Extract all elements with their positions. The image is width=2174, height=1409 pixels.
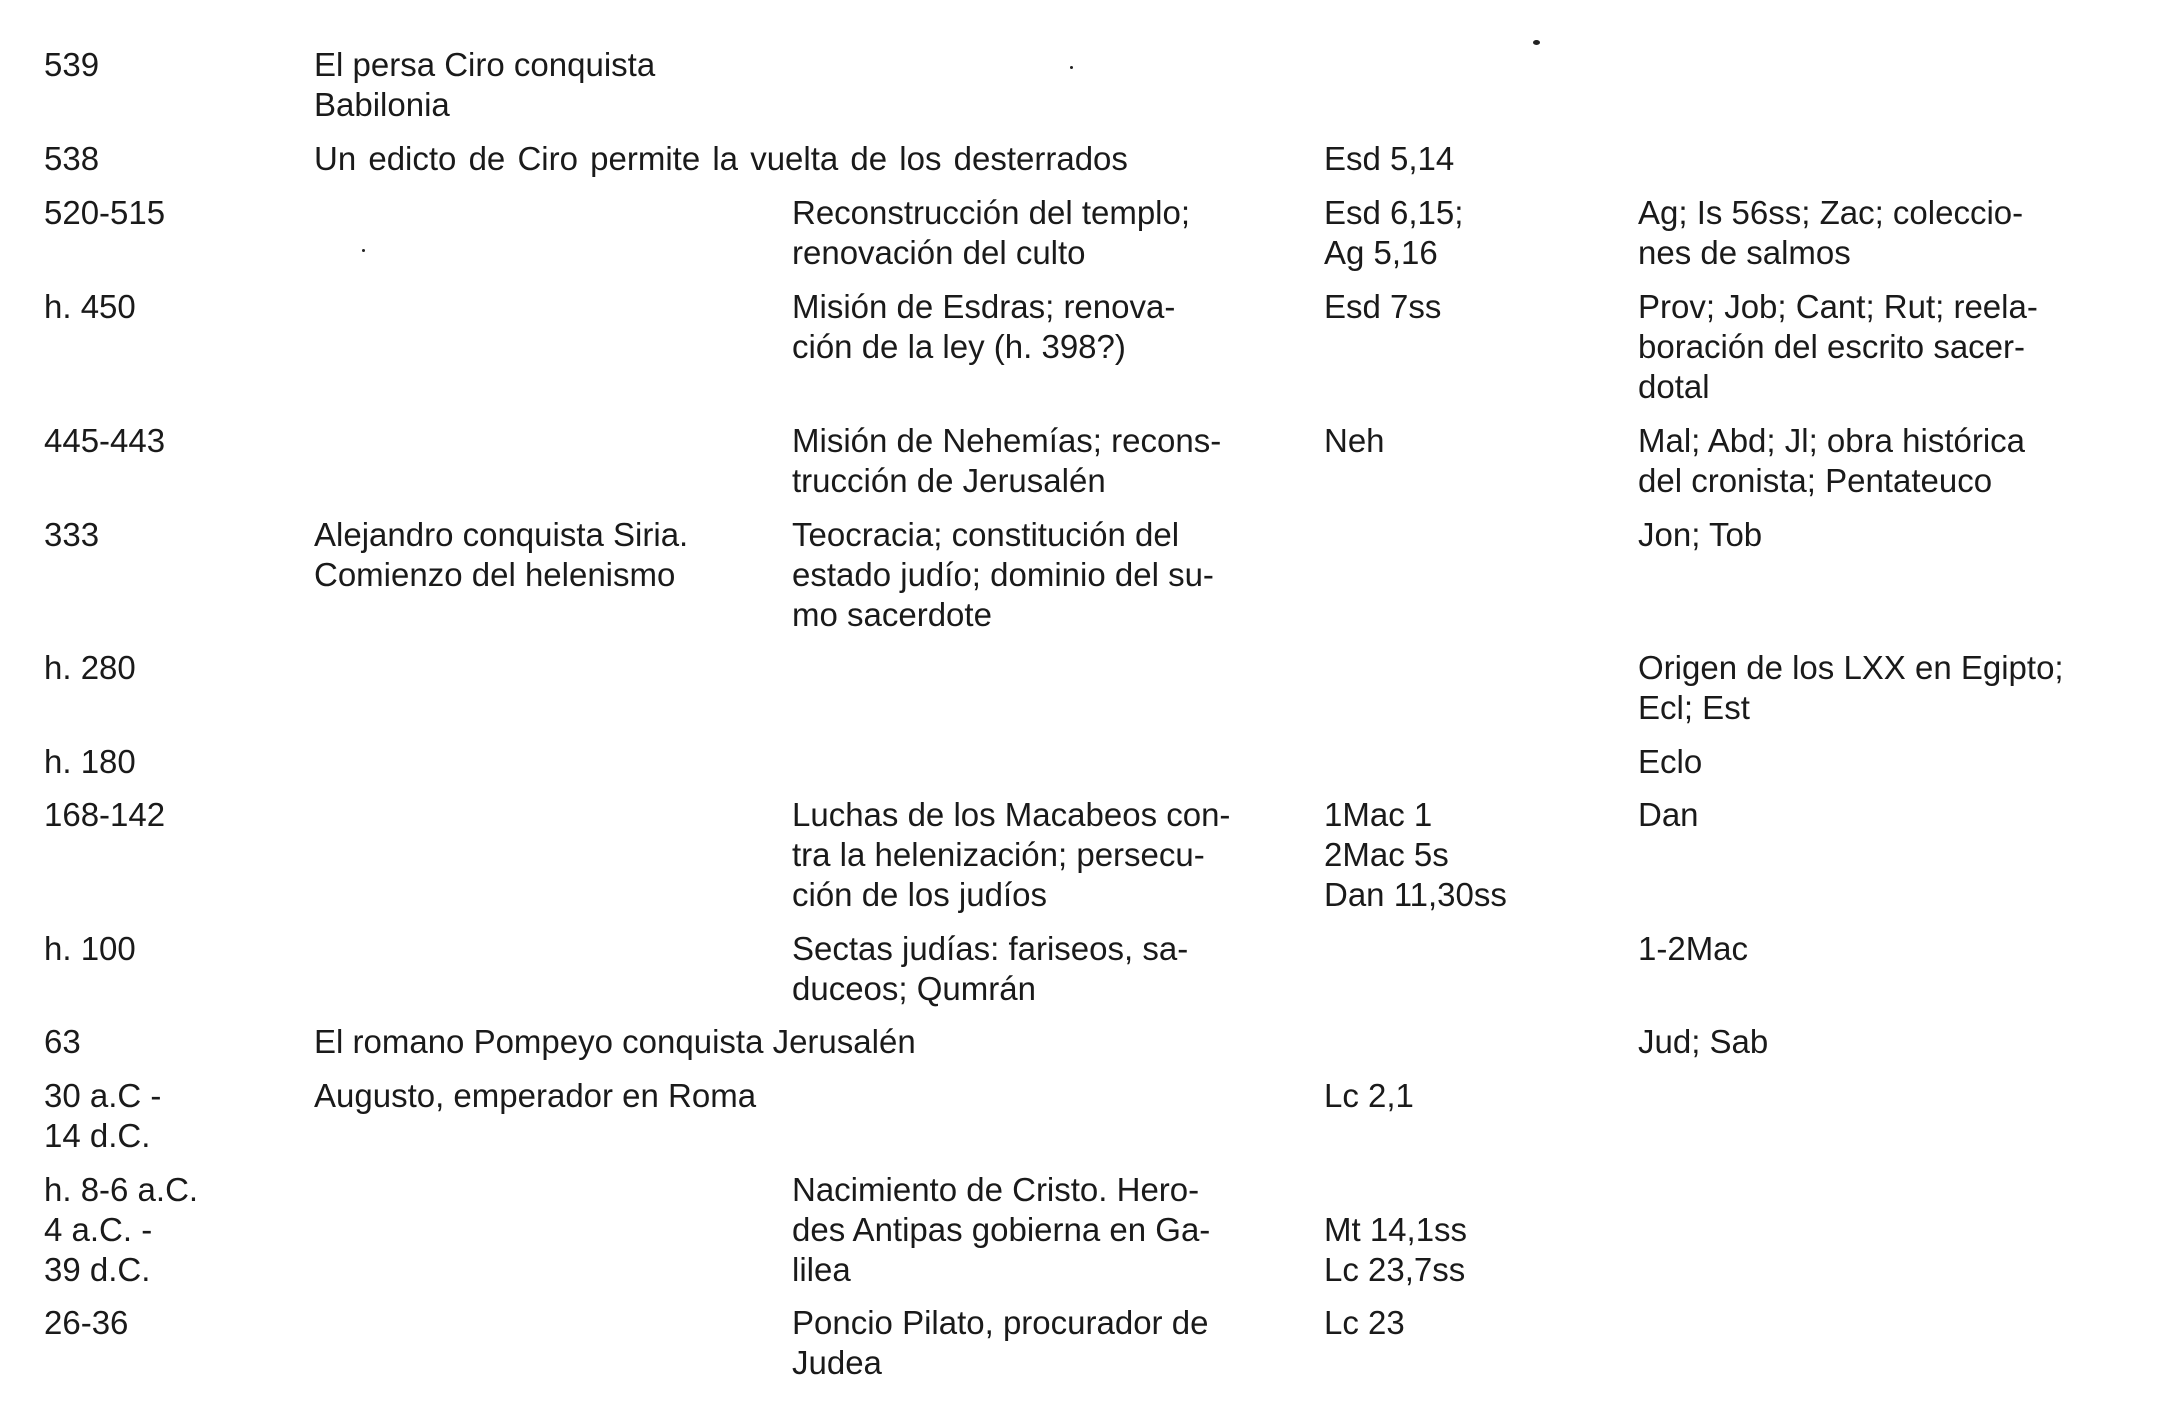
reference-cell: Lc 2,1 xyxy=(1324,1077,1414,1114)
world-event-cell: El persa Ciro conquista Babilonia xyxy=(314,46,656,123)
literature-cell: Jon; Tob xyxy=(1638,516,1763,553)
israel-event-cell: Teocracia; constitución del estado judío; dominio del su- mo sacerdote xyxy=(792,516,1214,633)
world-event-cell: Alejandro conquista Siria. Comienzo del helenismo xyxy=(314,516,689,593)
literature-cell: Origen de los LXX en Egipto; Ecl; Est xyxy=(1638,649,2064,726)
date-cell: 445-443 xyxy=(44,422,166,459)
reference-cell: Lc 23 xyxy=(1324,1304,1405,1341)
reference-cell: 1Mac 1 2Mac 5s Dan 11,30ss xyxy=(1324,796,1507,913)
date-cell: h. 450 xyxy=(44,288,136,325)
event-span-cell: El romano Pompeyo conquista Jerusalén xyxy=(314,1023,916,1060)
literature-cell: 1-2Mac xyxy=(1638,930,1749,967)
reference-cell: Neh xyxy=(1324,422,1385,459)
date-cell: 539 xyxy=(44,46,100,83)
israel-event-cell: Misión de Nehemías; recons- trucción de Jerusalén xyxy=(792,422,1222,499)
date-cell: 333 xyxy=(44,516,100,553)
israel-event-cell: Reconstrucción del templo; renovación del culto xyxy=(792,194,1191,271)
literature-cell: Prov; Job; Cant; Rut; reela- boración del escrito sacer- dotal xyxy=(1638,288,2038,405)
israel-event-cell: Poncio Pilato, procurador de Judea xyxy=(792,1304,1209,1381)
date-cell: 30 a.C - 14 d.C. xyxy=(44,1077,162,1154)
date-cell: 168-142 xyxy=(44,796,166,833)
israel-event-cell: Nacimiento de Cristo. Hero- des Antipas gobierna en Ga- lilea xyxy=(792,1171,1211,1288)
reference-cell: Mt 14,1ss Lc 23,7ss xyxy=(1324,1211,1468,1288)
reference-cell: Esd 7ss xyxy=(1324,288,1442,325)
date-cell: 520-515 xyxy=(44,194,166,231)
literature-cell: Jud; Sab xyxy=(1638,1023,1769,1060)
date-cell: h. 180 xyxy=(44,743,136,780)
reference-cell: Esd 6,15; Ag 5,16 xyxy=(1324,194,1464,271)
date-cell: 63 xyxy=(44,1023,81,1060)
date-cell: 538 xyxy=(44,140,100,177)
literature-cell: Ag; Is 56ss; Zac; coleccio- nes de salmos xyxy=(1638,194,2024,271)
israel-event-cell: Misión de Esdras; renova- ción de la ley (h. 398?) xyxy=(792,288,1176,365)
date-cell: h. 100 xyxy=(44,930,136,967)
ink-speck xyxy=(1070,66,1073,69)
literature-cell: Mal; Abd; Jl; obra histórica del cronista; Pentateuco xyxy=(1638,422,2026,499)
literature-cell: Eclo xyxy=(1638,743,1703,780)
ink-speck xyxy=(362,249,365,252)
date-cell: h. 8-6 a.C. 4 a.C. - 39 d.C. xyxy=(44,1171,199,1288)
israel-event-cell: Luchas de los Macabeos con- tra la helenización; persecu- ción de los judíos xyxy=(792,796,1231,913)
event-span-cell: Un edicto de Ciro permite la vuelta de los desterrados xyxy=(314,140,1128,177)
israel-event-cell: Sectas judías: fariseos, sa- duceos; Qumrán xyxy=(792,930,1189,1007)
date-cell: 26-36 xyxy=(44,1304,129,1341)
reference-cell: Esd 5,14 xyxy=(1324,140,1455,177)
literature-cell: Dan xyxy=(1638,796,1699,833)
date-cell: h. 280 xyxy=(44,649,136,686)
ink-speck xyxy=(1533,40,1540,45)
event-span-cell: Augusto, emperador en Roma xyxy=(314,1077,757,1114)
